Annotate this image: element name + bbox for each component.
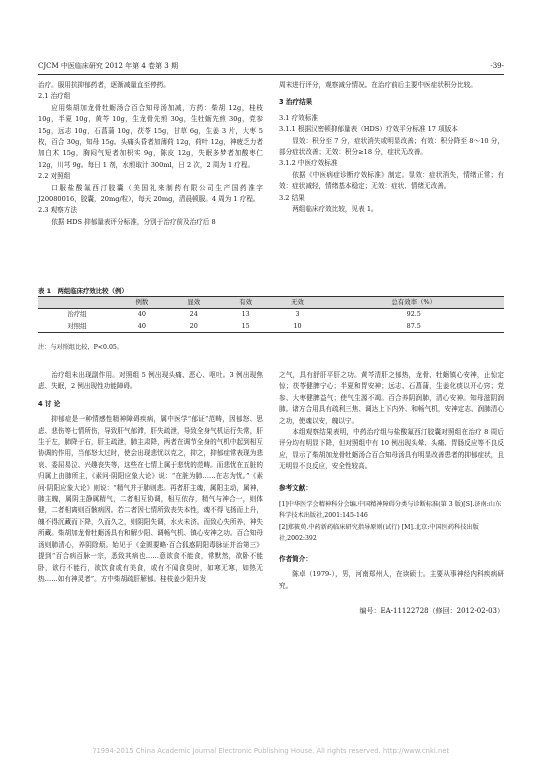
- subsection-heading: 3.1.1 根据汉密顿抑郁量表（HDS）疗效平分标准 17 项版本: [279, 125, 458, 134]
- table-header-cell: 有效: [239, 298, 253, 306]
- table-header-cell: 显效: [187, 298, 201, 306]
- table-header-cell: 例数: [135, 298, 149, 306]
- paragraph: 抑郁症是一种情感性精神障碍疾病，属中医学“郁证”范畴，因郁怒、思虑、悲伤等七情所伤，导致肝气郁滞，肝失疏泄，导致全身气机运行失常，肝生于左，肺降于右，肝主疏泄，肺主肃降，两者在调节全身的气机中起到相互协调的作用，当郁怒太过时，使会出现悲忧以克之，抑之，抑郁症常表现为悲哀、委屈易泣、兴趣丧失等，这些在七情上属于悲忧的范畴。而悲忧在五脏的归属上由肺所主，《素问·阴阳应象大论》说：“在脏为肺……在志为忧。”《素问·阴阳应象大论》则说：“精气并于肺则悲。再者肝主魂，属阳主动，属神，肺主魄，属阴主静属精气，二者相互协调，相互依存，精气与神合一，则体健，二者相离则百骸病因。若二者因七情所致丧失本性，魂不得飞扬而上升，魄不得沉藏而下降，久而久之，则阴阳失调，水火未济。而致心失所养，神失所藏。柴胡加龙骨牡蛎汤具有和解少阳、调畅气机、镇心安神之功。百合知母汤则肺清心，养阴除烦。始见于《金匮要略·百合狐惑阴阳毒脉证并治第三》提到“百合病百脉一宗，悉致其病也……意欲食不能食，常默然，欲卧不能卧，欲行不能行，欲饮食或有美食，或有不闻食臭时，如寒无寒，如热无热……如有神灵者”。方中柴胡疏肝解郁。桂枝姜少阳升发: [38, 415, 263, 583]
- table-caption: 表 1 两组临床疗效比较（例）: [38, 287, 128, 295]
- paragraph: 周末进行评分，观察减分情况。在治疗前后主要中医症状积分比较。: [279, 81, 477, 89]
- subsection-heading: 2.3 观察方法: [38, 206, 77, 215]
- table-header-row: [38, 297, 504, 309]
- paragraph: 显效：积分至 7 分，症状消失或明显改善；有效：积分降至 8～10 分，部分症状改善；无效：积分≥18 分，症状无改善。: [279, 136, 504, 157]
- table-cell: 3: [295, 310, 300, 319]
- discussion-continued: [279, 370, 504, 473]
- subsection-heading: 3.2 结果: [279, 193, 305, 202]
- paragraph: 口服盐酸氟西汀胶囊（美国礼来制药有限公司生产国药准字 J20080016，胶囊，20mg/粒），每天 20mg，清晨顿服。4 周为 1 疗程。: [38, 183, 263, 204]
- paragraph: 治疗。服用抗抑郁药者，逐渐减量直至停药。: [38, 81, 170, 89]
- table-cell: 87.5: [406, 321, 421, 330]
- reference-item: [1]中华医学会精神科分会编.中国精神障碍分类与诊断标准(第 3 版)[S].济南:山东科学技术出版社,2001:145-146: [279, 501, 502, 519]
- left-column-top: [38, 80, 263, 228]
- table-row: [38, 321, 504, 333]
- table-cell: 40: [137, 321, 146, 330]
- paragraph: 依据 HDS 抑郁量表评分标准，分别于治疗前及治疗后 8: [51, 217, 216, 226]
- page-number: -39-: [490, 62, 504, 70]
- table-cell: 10: [293, 321, 302, 330]
- right-column-bottom: [279, 370, 504, 618]
- table-cell: 24: [189, 310, 198, 319]
- section-heading: 4 讨 论: [38, 399, 61, 408]
- header-rule: [38, 74, 504, 75]
- paragraph: 应用柴胡加龙骨牡蛎汤合百合知母汤加减，方药：柴胡 12g，桂枝 10g，半夏 10g，黄芩 10g，生龙骨先煎 30g，生牡蛎先煎 30g，党参 15g，远志 10g，石菖蒲 10g，茯苓 15g，甘草 6g，生姜 3 片，大枣 5 枚，百合 30g，知母 15g。头痛头昏者加薄荷 12g，荷叶 12g，神疲乏力者加白术 15g，胸闷气短者加枳实 9g，陈皮 12g，失眠多梦者加酸枣仁 12g，川芎 9g。每日 1 剂，水煎取汁 300ml，日 2 次，2 周为 1 疗程。: [38, 103, 263, 169]
- section-heading: 3 治疗结果: [279, 98, 313, 107]
- subsection-heading: 2.2 对照组: [38, 172, 71, 181]
- paragraph: 之气，具有舒肝平肝之功。黄芩清肝之郁热，龙骨、牡蛎镇心安神，止惊定惊；茯苓健脾宁心；半夏和胃安神；远志、石菖蒲，生姜化痰以开心窍；党参、大枣健脾益气；使气生源不竭。百合养阴润肺，清心安神。知母滋阴润肺。诸方合用具有疏利三焦、调达上下内外、和畅气机，安神定志、润肺清心之功，使魂以安，魄以宁。: [279, 371, 504, 425]
- table-note: 注：与对照组比较，P<0.05。: [38, 344, 123, 351]
- table-cell: 15: [241, 321, 250, 330]
- paragraph: 本组观察结果表明，中药治疗组与盐酸氟西汀胶囊对照组在治疗 8 周后评分均有明显下降，但对照组中有 10 例出现头晕、头痛、胃肠反应等不良反应，显示了柴胡加龙骨牡蛎汤合百合知母汤具有明显改善患者的抑郁症状，且无明显不良反应，安全性较高。: [279, 428, 504, 471]
- author-heading: 作者简介：: [279, 555, 312, 564]
- subsection-heading: 3.1 疗效标准: [279, 113, 318, 122]
- table-cell: 13: [241, 310, 250, 319]
- efficacy-table: [38, 296, 504, 333]
- table-header-cell: 无效: [291, 298, 304, 306]
- page-header: [38, 60, 504, 72]
- paragraph: 治疗组未出现副作用。对照组 5 例出现头痛、恶心、呕吐。3 例出现焦虑、失眠，2 例出现性功能障碍。: [38, 371, 263, 391]
- table-cell: 治疗组: [67, 310, 87, 319]
- table-cell: 20: [189, 321, 198, 330]
- copyright-footer: ?1994-2015 China Academic Journal Electronic Publishing House. All rights reserved. http://www.cnki.net: [92, 747, 450, 755]
- table-cell: 对照组: [67, 321, 87, 330]
- table-header-cell: 总有效率（%）: [391, 298, 436, 306]
- subsection-heading: 2.1 治疗组: [38, 92, 71, 101]
- author-bio: 陈卓（1979-），男，河南郑州人，在读硕士。主要从事神经内科疾病研究。: [279, 570, 504, 590]
- right-column-top: [279, 80, 504, 215]
- table-cell: 40: [137, 310, 146, 319]
- journal-title: CJCM 中医临床研究 2012 年第 4 卷第 3 期: [38, 62, 178, 70]
- paragraph: 依据《中医病症诊断疗效标准》制定。显效：症状消失，情绪正常；有效：症状减轻，情绪基本稳定；无效：症状、情绪无改善。: [279, 170, 504, 191]
- paragraph: 两组临床疗效比较，见表 1。: [292, 205, 378, 214]
- table-row: [38, 309, 504, 321]
- left-column-bottom: [38, 370, 263, 585]
- reference-item: [2]郑筱萸.中药新药临床研究指导原则(试行) [M].北京:中国医药科技出版社,2002:392: [279, 524, 479, 542]
- manuscript-number: 编号：EA-11122728（修回：2012-02-03）: [359, 607, 504, 616]
- subsection-heading: 3.1.2 中医疗效标准: [279, 159, 338, 168]
- references-heading: 参考文献：: [279, 483, 312, 492]
- table-header-cell: [38, 297, 116, 309]
- table-cell: 92.5: [406, 310, 421, 319]
